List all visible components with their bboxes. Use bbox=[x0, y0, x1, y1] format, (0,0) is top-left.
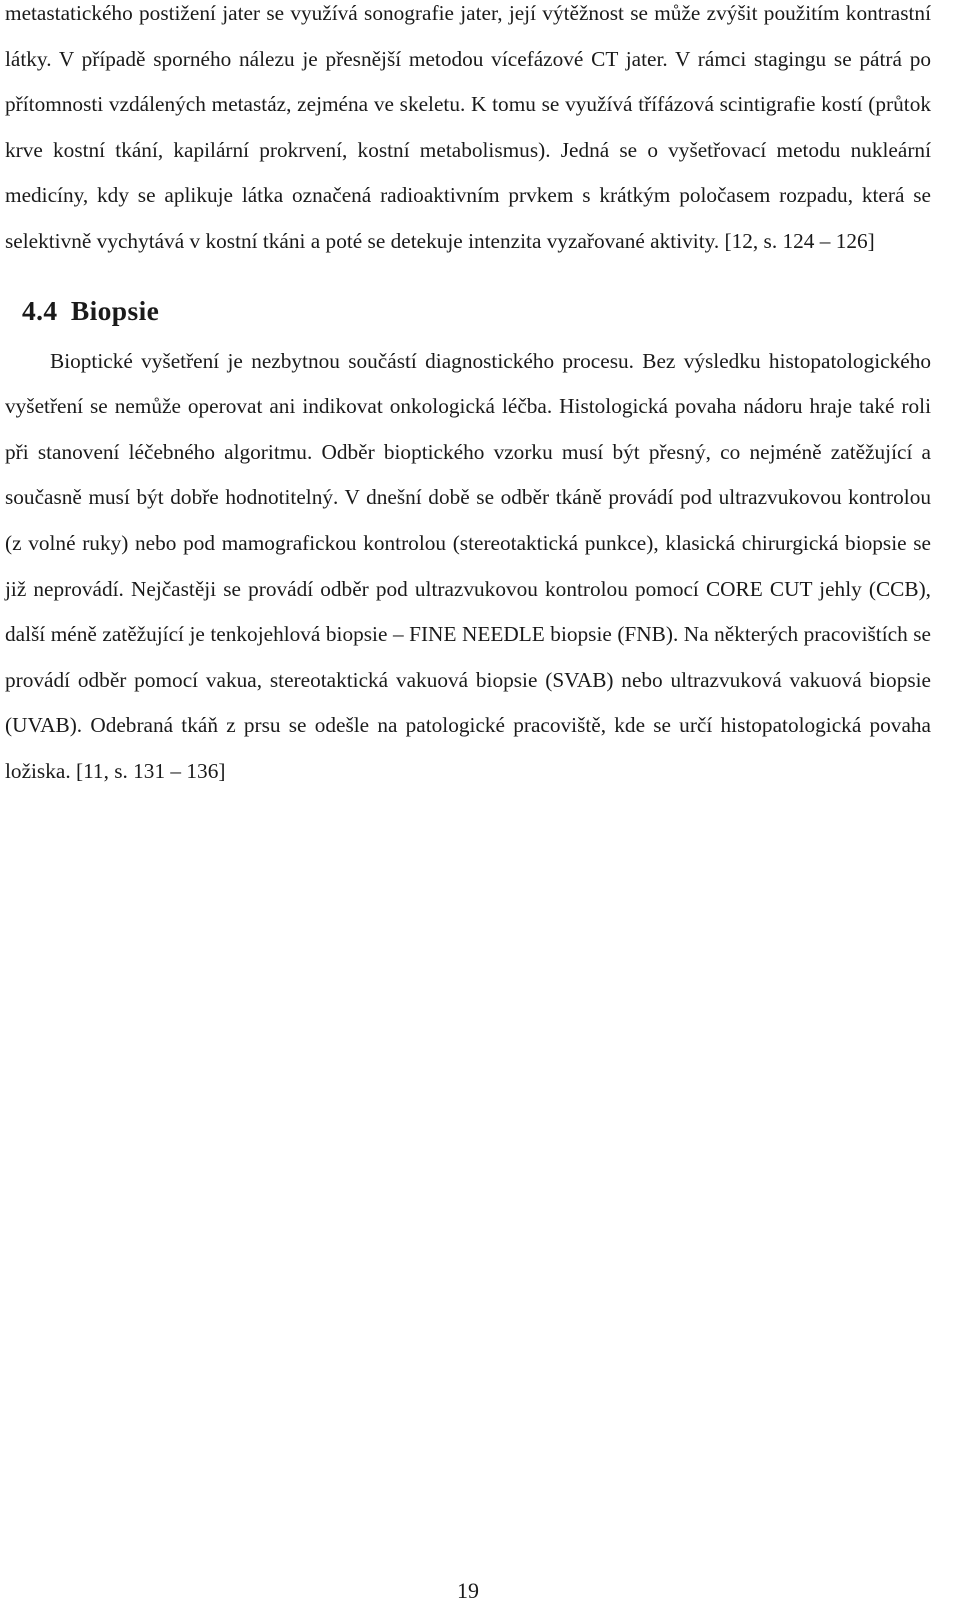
section-title: Biopsie bbox=[70, 294, 160, 326]
section-number: 4.4 bbox=[22, 294, 58, 326]
section-heading bbox=[5, 291, 931, 331]
body-paragraph-staging: metastatického postižení jater se využívá sonografie jater, její výtěžnost se může zvýšit použitím kontrastní látky. V případě sporného nálezu je přesnější metodou vícefázové CT jater. V rámci stagingu se pátrá po přítomnosti vzdálených metastáz, zejména ve skeletu. K tomu se využívá třífázová scintigrafie kostí (průtok krve kostní tkání, kapilární prokrvení, kostní metabolismus). Jedná se o vyšetřovací metodu nukleární medicíny, kdy se aplikuje látka označená radioaktivním prvkem s krátkým poločasem rozpadu, která se selektivně vychytává v kostní tkáni a poté se detekuje intenzita vyzařované aktivity. [12, s. 124 – 126] bbox=[5, 1, 931, 253]
body-paragraph-biopsy: Bioptické vyšetření je nezbytnou součástí diagnostického procesu. Bez výsledku histopatologického vyšetření se nemůže operovat ani indikovat onkologická léčba. Histologická povaha nádoru hraje také roli při stanovení léčebného algoritmu. Odběr bioptického vzorku musí být přesný, co nejméně zatěžující a současně musí být dobře hodnotitelný. V dnešní době se odběr tkáně provádí pod ultrazvukovou kontrolou (z volné ruky) nebo pod mamografickou kontrolou (stereotaktická punkce), klasická chirurgická biopsie se již neprovádí. Nejčastěji se provádí odběr pod ultrazvukovou kontrolou pomocí CORE CUT jehly (CCB), další méně zatěžující je tenkojehlová biopsie – FINE NEEDLE biopsie (FNB). Na některých pracovištích se provádí odběr pomocí vakua, stereotaktická vakuová biopsie (SVAB) nebo ultrazvuková vakuová biopsie (UVAB). Odebraná tkáň z prsu se odešle na patologické pracoviště, kde se určí histopatologická povaha ložiska. [11, s. 131 – 136] bbox=[5, 348, 931, 783]
document-page bbox=[5, 0, 931, 795]
page-number: 19 bbox=[457, 1578, 479, 1603]
